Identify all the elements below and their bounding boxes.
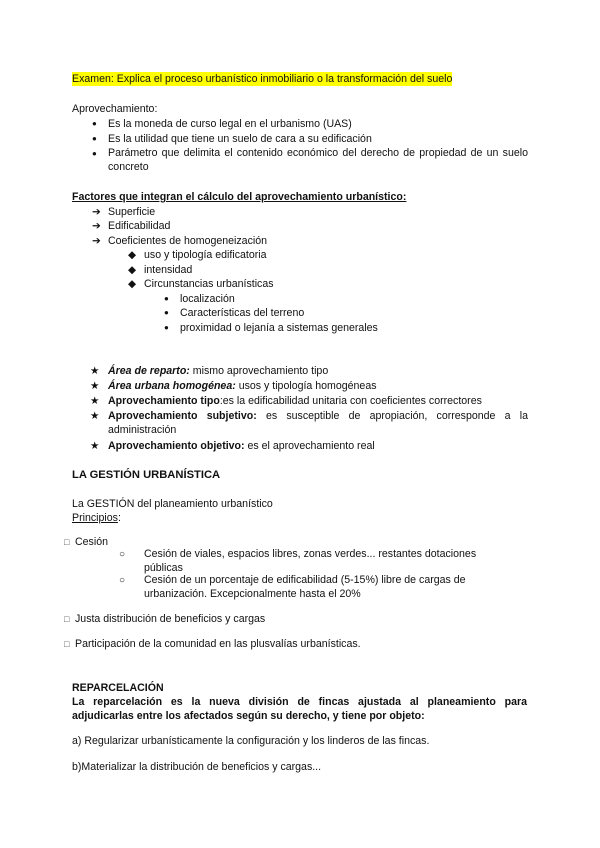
diamond-icon: ◆ [128, 264, 137, 276]
star-icon: ★ [90, 410, 100, 422]
circle-item: localización [180, 293, 235, 305]
bullet-icon: ● [92, 149, 97, 158]
bullet-icon: ● [92, 119, 97, 128]
definition-text: es el aprovechamiento real [244, 440, 375, 452]
arrow-icon: ➔ [92, 206, 101, 218]
circle-item: Características del terreno [180, 307, 305, 319]
gestion-heading: LA GESTIÓN URBANÍSTICA [72, 469, 221, 481]
cesion-subitem: Cesión de viales, espacios libres, zonas verdes... restantes dotaciones públicas [144, 548, 477, 574]
reparcelacion-heading: REPARCELACIÓN [72, 682, 164, 694]
box-icon: □ [64, 614, 70, 624]
definition-item [108, 409, 528, 437]
principios-colon: : [117, 512, 121, 524]
arrow-icon: ➔ [92, 220, 101, 232]
reparcelacion-item: a) Regularizar urbanísticamente la configuración y los linderos de las fincas. [72, 735, 430, 747]
definition-item [108, 379, 377, 393]
definition-item [108, 439, 375, 453]
factor-item: Superficie [108, 206, 156, 218]
factor-item: Edificabilidad [108, 220, 171, 232]
principio-item: Justa distribución de beneficios y cargas [75, 613, 266, 625]
definition-term: Área urbana homogénea: [108, 380, 236, 392]
definition-text: usos y tipología homogéneas [235, 380, 377, 392]
arrow-icon: ➔ [92, 235, 101, 247]
definition-text: mismo aprovechamiento tipo [189, 365, 329, 377]
definition-item [108, 364, 328, 378]
exam-line: Examen: Explica el proceso urbanístico inmobiliario o la transformación del suelo [72, 73, 453, 85]
definition-text: :es la edificabilidad unitaria con coeficientes correctores [219, 395, 482, 407]
diamond-item: Circunstancias urbanísticas [144, 278, 274, 290]
definition-term: Aprovechamiento subjetivo: [108, 410, 257, 422]
factor-item: Coeficientes de homogeneización [108, 235, 268, 247]
hollow-circle-icon: ○ [119, 575, 126, 586]
star-icon: ★ [90, 365, 100, 377]
diamond-item: intensidad [144, 264, 193, 276]
reparcelacion-item: b)Materializar la distribución de beneficios y cargas... [72, 761, 322, 773]
principios-label [72, 511, 121, 525]
bullet-icon: ● [164, 308, 169, 317]
aprovechamiento-bullet: Parámetro que delimita el contenido económico del derecho de propiedad de un suelo concreto [108, 147, 528, 173]
bullet-icon: ● [164, 294, 169, 303]
star-icon: ★ [90, 395, 100, 407]
aprovechamiento-bullet: Es la utilidad que tiene un suelo de cara a su edificación [108, 133, 372, 145]
bullet-icon: ● [164, 323, 169, 332]
factores-heading: Factores que integran el cálculo del aprovechamiento urbanístico: [72, 191, 407, 203]
aprovechamiento-heading: Aprovechamiento: [72, 103, 158, 115]
diamond-item: uso y tipología edificatoria [144, 249, 267, 261]
diamond-icon: ◆ [128, 278, 137, 290]
definition-term: Aprovechamiento objetivo: [108, 440, 245, 452]
definition-text: es susceptible de apropiación, corresponde a la administración [108, 410, 528, 436]
definition-term: Aprovechamiento tipo [108, 395, 220, 407]
box-icon: □ [64, 639, 70, 649]
diamond-icon: ◆ [128, 249, 137, 261]
bullet-icon: ● [92, 134, 97, 143]
principio-item: Participación de la comunidad en las plusvalías urbanísticas. [75, 638, 361, 650]
gestion-subheading: La GESTIÓN del planeamiento urbanístico [72, 498, 273, 510]
star-icon: ★ [90, 440, 100, 452]
circle-item: proximidad o lejanía a sistemas generales [180, 322, 378, 334]
principios-text: Principios [72, 512, 118, 524]
box-icon: □ [64, 537, 70, 547]
cesion-subitem: Cesión de un porcentaje de edificabilidad (5-15%) libre de cargas de urbanización. Excepcionalmente hasta el 20% [144, 574, 466, 600]
aprovechamiento-bullet: Es la moneda de curso legal en el urbanismo (UAS) [108, 118, 352, 130]
star-icon: ★ [90, 380, 100, 392]
definition-item [108, 394, 482, 408]
definition-term: Área de reparto: [108, 365, 190, 377]
hollow-circle-icon: ○ [119, 549, 126, 560]
principio-item: Cesión [75, 536, 108, 548]
reparcelacion-definition: La reparcelación es la nueva división de fincas ajustada al planeamiento para adjudicarlas entre los afectados según su derecho, y tiene por objeto: [72, 696, 527, 722]
